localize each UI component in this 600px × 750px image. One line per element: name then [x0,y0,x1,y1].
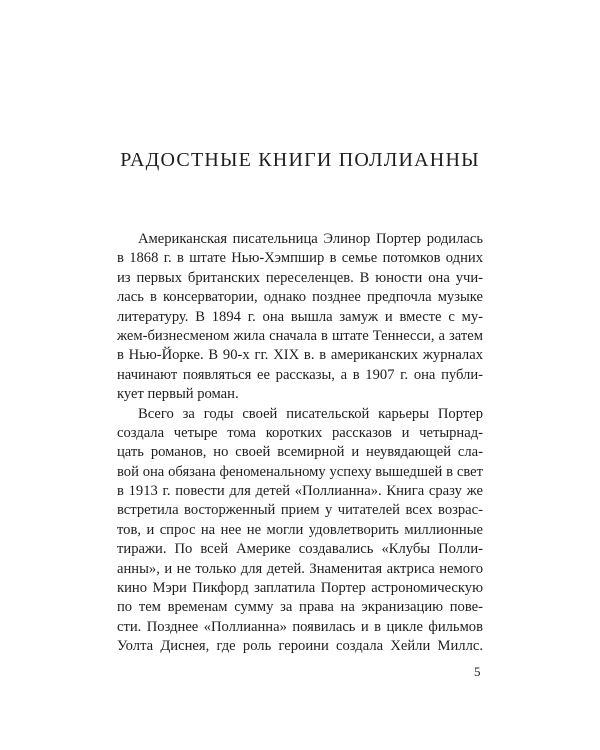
text-line: вой она обязана феноменальному успеху вышедшей в свет [117,463,483,480]
text-line: из первых британских переселенцев. В юности она учи- [117,269,483,286]
page-number: 5 [474,664,481,679]
text-line: в Нью-Йорке. В 90-х гг. XIX в. в американских журналах [117,347,483,364]
text-line: тиражи. По всей Америке создавались «Клубы Полли- [117,541,483,558]
text-line: в 1868 г. в штате Нью-Хэмпшир в семье потомков одних [117,250,483,267]
text-line: кино Мэри Пикфорд заплатила Портер астрономическую [117,580,483,597]
text-line: сти. Позднее «Поллианна» появилась и в цикле фильмов [117,618,483,635]
text-line: анны», и не только для детей. Знаменитая актриса немого [117,560,483,577]
text-line: лась в консерватории, однако позднее предпочла музыке [117,289,483,306]
text-line: Уолта Диснея, где роль героини создала Хейли Миллс. [117,638,483,655]
paragraph [117,405,483,657]
text-line: тов, и спрос на нее не могли удовлетворить миллионные [117,521,483,538]
text-line: кует первый роман. [117,386,239,403]
text-line: цать романов, но своей всемирной и неувядающей сла- [117,444,483,461]
text-line: Всего за годы своей писательской карьеры Портер [138,405,483,422]
text-line: встретила восторженный прием у читателей всех возрас- [117,502,483,519]
chapter-title: РАДОСТНЫЕ КНИГИ ПОЛЛИАННЫ [120,149,480,171]
body-text [117,230,483,657]
text-line: создала четыре тома коротких рассказов и четырнад- [117,424,483,441]
text-line: начинают появляться ее рассказы, а в 1907 г. она публи- [117,366,483,383]
text-line: литературу. В 1894 г. она вышла замуж и вместе с му- [117,308,483,325]
paragraph [117,230,483,405]
text-line: жем-бизнесменом жила сначала в штате Теннесси, а затем [117,327,483,344]
text-line: по тем временам сумму за права на экранизацию пове- [117,599,483,616]
text-line: в 1913 г. повести для детей «Поллианна». Книга сразу же [117,483,483,500]
text-line: Американская писательница Элинор Портер родилась [138,231,483,247]
